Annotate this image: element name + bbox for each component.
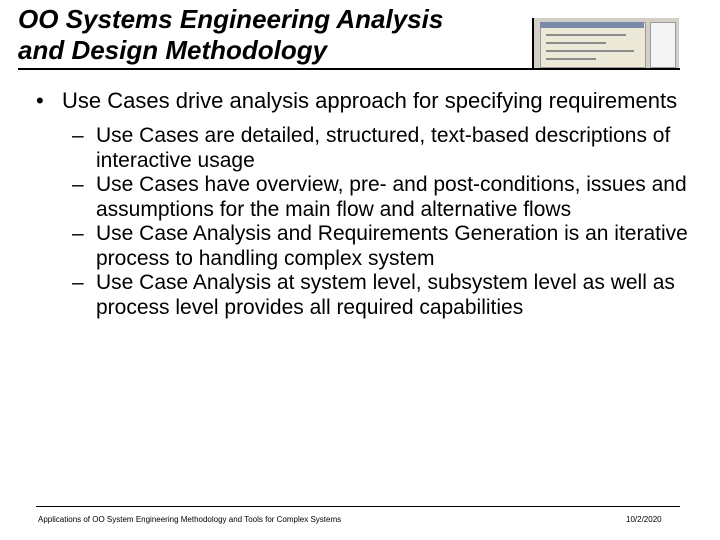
thumbnail-titlebar — [540, 22, 644, 28]
thumbnail-line — [546, 34, 626, 36]
footer-caption: Applications of OO System Engineering Methodology and Tools for Complex Systems — [38, 515, 342, 524]
thumbnail-line — [546, 42, 606, 44]
footer-divider — [36, 506, 680, 507]
slide-body — [30, 88, 690, 320]
sub-bullet-item — [30, 271, 690, 320]
thumbnail-side-panel — [650, 22, 676, 68]
screenshot-thumbnail — [532, 18, 679, 68]
slide-title-line-2: and Design Methodology — [18, 35, 328, 65]
sub-bullet-text: Use Case Analysis at system level, subsystem level as well as process level provides all required capabilities — [96, 271, 675, 319]
slide-title — [18, 4, 538, 66]
bullet-item — [30, 88, 690, 114]
sub-bullet-text: Use Cases have overview, pre- and post-conditions, issues and assumptions for the main flow and alternative flows — [96, 173, 687, 221]
sub-bullet-item — [30, 173, 690, 222]
title-divider — [18, 68, 680, 70]
sub-bullet-item — [30, 222, 690, 271]
sub-bullet-marker: – — [72, 271, 84, 294]
bullet-text: Use Cases drive analysis approach for specifying requirements — [62, 88, 678, 113]
thumbnail-window — [540, 22, 646, 68]
sub-bullet-marker: – — [72, 173, 84, 196]
footer-date: 10/2/2020 — [626, 515, 662, 524]
sub-bullet-marker: – — [72, 124, 84, 147]
sub-bullet-text: Use Case Analysis and Requirements Generation is an iterative process to handling complex system — [96, 222, 688, 270]
sub-bullet-text: Use Cases are detailed, structured, text-based descriptions of interactive usage — [96, 124, 671, 172]
sub-bullet-marker: – — [72, 222, 84, 245]
slide-title-line-1: OO Systems Engineering Analysis — [18, 4, 444, 34]
sub-bullet-item — [30, 124, 690, 173]
bullet-marker: • — [36, 88, 44, 113]
thumbnail-line — [546, 50, 634, 52]
thumbnail-line — [546, 58, 596, 60]
